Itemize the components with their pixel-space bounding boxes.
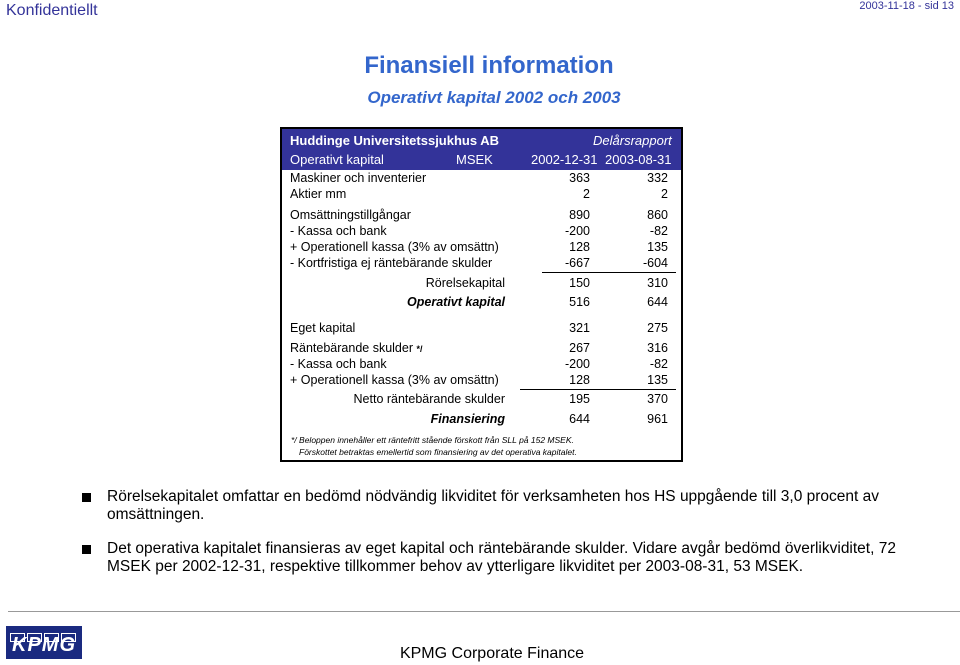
- footnote-marker: */: [416, 344, 423, 354]
- total-row: Finansiering 644 961: [430, 412, 668, 426]
- header-label: Operativt kapital: [290, 152, 384, 167]
- subtotal-row: Rörelsekapital 150 310: [425, 276, 668, 290]
- table-row: - Kassa och bank -200 -82: [290, 357, 668, 371]
- footnote-line-2: Förskottet betraktas emellertid som finansiering av det operativa kapitalet.: [299, 447, 577, 457]
- bullet-icon: [82, 545, 91, 554]
- footer-divider: [8, 611, 960, 612]
- logo-text: KPMG: [12, 634, 76, 656]
- date-page-label: 2003-11-18 - sid 13: [859, 0, 954, 12]
- page-title: Finansiell information: [364, 52, 614, 79]
- table-row: Omsättningstillgångar 890 860: [290, 208, 668, 222]
- org-name: Huddinge Universitetssjukhus AB: [290, 133, 499, 148]
- table-row: Aktier mm 2 2: [290, 187, 668, 201]
- report-type: Delårsrapport: [593, 133, 672, 148]
- table-row: Räntebärande skulder */ 267 316: [290, 341, 668, 355]
- subtotal-line: [542, 272, 676, 273]
- header-col-2003: 2003-08-31: [605, 152, 672, 167]
- table-row: Eget kapital 321 275: [290, 321, 668, 335]
- financial-table: [280, 127, 683, 462]
- footer-company: KPMG Corporate Finance: [399, 645, 585, 662]
- table-row: - Kortfristiga ej räntebärande skulder -667 -604: [290, 256, 668, 270]
- footnote-line-1: */ Beloppen innehåller ett räntefritt stående förskott från SLL på 152 MSEK.: [291, 435, 574, 445]
- subtotal-line: [520, 389, 676, 390]
- header-col-2002: 2002-12-31: [531, 152, 598, 167]
- confidential-label: Konfidentiellt: [6, 2, 98, 19]
- table-row: - Kassa och bank -200 -82: [290, 224, 668, 238]
- bullet-icon: [82, 493, 91, 502]
- table-header: [282, 129, 681, 170]
- bullet-text: Rörelsekapitalet omfattar en bedömd nödvändig likviditet för verksamheten hos HS uppgående till 3,0 procent av omsättningen.: [107, 488, 880, 523]
- page-subtitle: Operativt kapital 2002 och 2003: [367, 88, 621, 107]
- table-row: Maskiner och inventerier 363 332: [290, 171, 668, 185]
- subtotal-row: Netto räntebärande skulder 195 370: [353, 392, 668, 406]
- table-row: + Operationell kassa (3% av omsättn) 128 135: [290, 240, 668, 254]
- header-unit: MSEK: [456, 152, 493, 167]
- table-row: + Operationell kassa (3% av omsättn) 128 135: [290, 373, 668, 387]
- total-row: Operativt kapital 516 644: [407, 295, 668, 309]
- bullet-text: Det operativa kapitalet finansieras av eget kapital och räntebärande skulder. Vidare avgår bedömd överlikviditet, 72 MSEK per 2002-12-31, respektive tillkommer behov av ytterligare likviditet per 2003-08-31, 53 MSEK.: [107, 540, 896, 575]
